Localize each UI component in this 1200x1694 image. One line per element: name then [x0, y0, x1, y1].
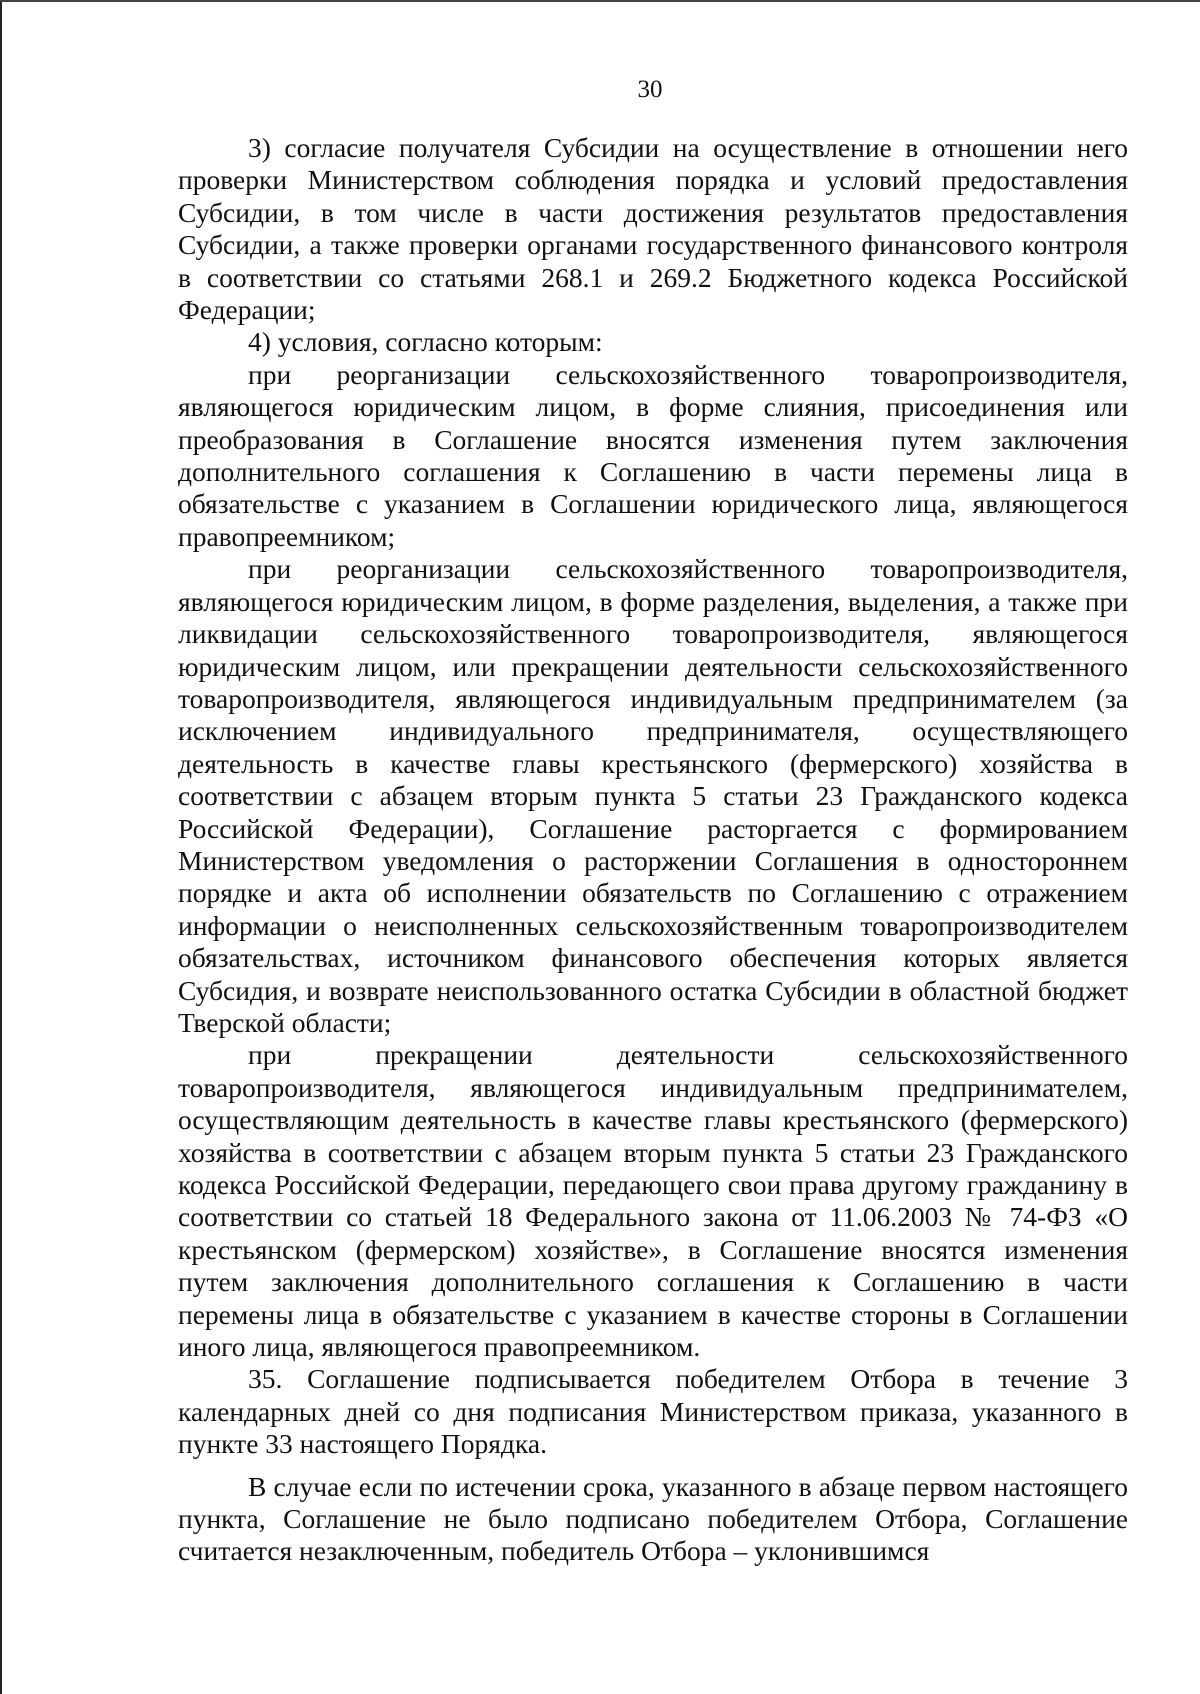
paragraph-reorganization-merger: при реорганизации сельскохозяйственного товаропроизводителя, являющегося юридическим лицом, в форме слияния, присоединения или преобразования в Соглашение вносятся изменения путем заключения дополнительного соглашения к Соглашению в части перемены лица в обязательстве с указанием в Соглашении юридического лица, являющегося правопреемником; — [178, 358, 1128, 552]
document-body — [178, 132, 1128, 1568]
paragraph-evasion: В случае если по истечении срока, указанного в абзаце первом настоящего пункта, Соглашение не было подписано победителем Отбора, Соглашение считается незаключенным, победитель Отбора – уклонившимся — [178, 1470, 1128, 1567]
paragraph-reorganization-division: при реорганизации сельскохозяйственного товаропроизводителя, являющегося юридическим лицом, в форме разделения, выделения, а также при ликвидации сельскохозяйственного товаропроизводителя, являющегося юридическим лицом, или прекращении деятельности сельскохозяйственного товаропроизводителя, являющегося индивидуальным предпринимателем (за исключением индивидуального предпринимателя, осуществляющего деятельность в качестве главы крестьянского (фермерского) хозяйства в соответствии с абзацем вторым пункта 5 статьи 23 Гражданского кодекса Российской Федерации), Соглашение расторгается с формированием Министерством уведомления о расторжении Соглашения в одностороннем порядке и акта об исполнении обязательств по Соглашению с отражением информации о неисполненных сельскохозяйственным товаропроизводителем обязательствах, источником финансового обеспечения которых является Субсидия, и возврате неиспользованного остатка Субсидии в областной бюджет Тверской области; — [178, 553, 1128, 1038]
page-number: 30 — [637, 76, 663, 103]
scan-border-left — [0, 0, 2, 1694]
scan-border-top — [0, 0, 1200, 2]
paragraph-item-3-consent: 3) согласие получателя Субсидии на осуществление в отношении него проверки Министерством соблюдения порядка и условий предоставления Субсидии, в том числе в части достижения результатов предоставления Субсидии, а также проверки органами государственного финансового контроля в соответствии со статьями 268.1 и 269.2 Бюджетного кодекса Российской Федерации; — [178, 132, 1128, 326]
paragraph-item-4-conditions: 4) условия, согласно которым: — [248, 326, 603, 358]
paragraph-item-35: 35. Соглашение подписывается победителем Отбора в течение 3 календарных дней со дня подписания Министерством приказа, указанного в пункте 33 настоящего Порядка. — [178, 1363, 1128, 1460]
paragraph-termination-farm-head: при прекращении деятельности сельскохозяйственного товаропроизводителя, являющегося индивидуальным предпринимателем, осуществляющим деятельность в качестве главы крестьянского (фермерского) хозяйства в соответствии с абзацем вторым пункта 5 статьи 23 Гражданского кодекса Российской Федерации, передающего свои права другому гражданину в соответствии со статьей 18 Федерального закона от 11.06.2003 № 74-ФЗ «О крестьянском (фермерском) хозяйстве», в Соглашение вносятся изменения путем заключения дополнительного соглашения к Соглашению в части перемены лица в обязательстве с указанием в качестве стороны в Соглашении иного лица, являющегося правопреемником. — [178, 1039, 1128, 1363]
